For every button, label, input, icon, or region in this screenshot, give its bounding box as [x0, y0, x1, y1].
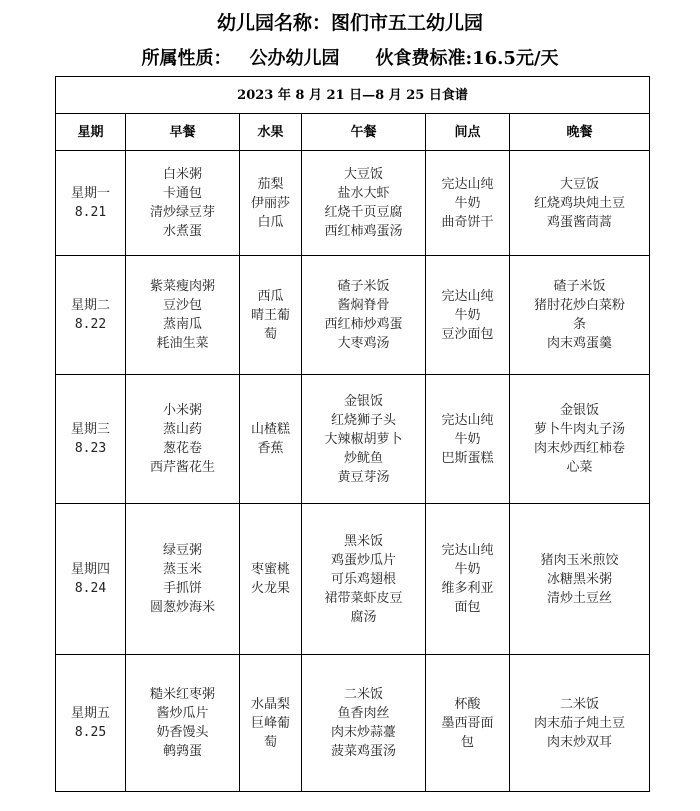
menu-item: 手抓饼 — [162, 581, 202, 596]
menu-item: 鸡蛋酱茼蒿 — [547, 214, 613, 230]
menu-item: 肉末茄子炖土豆 — [534, 715, 626, 731]
breakfast-cell — [126, 504, 240, 655]
dinner-cell — [510, 504, 650, 655]
menu-item: 面包 — [454, 600, 481, 615]
dinner-cell — [510, 655, 650, 792]
lunch-cell — [302, 151, 426, 256]
breakfast-cell — [126, 655, 240, 792]
menu-item: 鸡蛋炒瓜片 — [330, 552, 396, 568]
menu-item: 豆沙包 — [162, 298, 202, 313]
menu-item: 西红柿炒鸡蛋 — [324, 317, 403, 332]
snack-cell — [426, 504, 510, 655]
breakfast-cell — [126, 151, 240, 256]
weekday-cell — [56, 151, 126, 256]
menu-item: 完达山纯 — [441, 412, 494, 428]
menu-item: 牛奶 — [454, 431, 481, 447]
menu-item: 裙带菜虾皮豆 — [324, 590, 403, 606]
menu-item: 伊丽莎 — [250, 195, 290, 211]
menu-item: 菠菜鸡蛋汤 — [330, 744, 396, 759]
menu-item: 条 — [573, 317, 587, 332]
menu-item: 紫菜瘦肉粥 — [149, 279, 215, 294]
dinner-cell — [510, 151, 650, 256]
menu-item: 碴子米饭 — [337, 279, 390, 294]
info-line — [0, 44, 700, 70]
menu-item: 蒸南瓜 — [162, 317, 202, 332]
menu-item: 心菜 — [566, 460, 593, 475]
menu-item: 红烧狮子头 — [330, 412, 396, 428]
menu-item: 萝卜牛肉丸子汤 — [534, 422, 626, 437]
menu-item: 巴斯蛋糕 — [441, 450, 494, 466]
fruit-cell — [240, 151, 302, 256]
menu-item: 西红柿鸡蛋汤 — [324, 224, 403, 239]
menu-item: 二米饭 — [343, 687, 383, 702]
menu-item: 完达山纯 — [441, 176, 494, 192]
menu-item: 晴王葡 — [250, 307, 290, 323]
menu-item: 完达山纯 — [441, 288, 494, 304]
weekday-date: 8.21 — [74, 205, 107, 220]
menu-item: 萄 — [263, 734, 277, 750]
menu-item: 蒸山药 — [162, 422, 202, 437]
menu-item: 牛奶 — [454, 195, 481, 211]
menu-item: 猪肘花炒白菜粉 — [534, 298, 626, 313]
weekday-date: 8.25 — [74, 725, 107, 740]
weekday-name: 星期四 — [70, 562, 110, 577]
menu-item: 肉末炒蒜薹 — [330, 725, 396, 740]
menu-item: 枣蜜桃 — [250, 562, 290, 577]
fee-standard: 伙食费标准:16.5元/天 — [375, 48, 559, 69]
menu-item: 包 — [460, 734, 474, 750]
menu-item: 白米粥 — [162, 167, 202, 182]
lunch-cell — [302, 655, 426, 792]
menu-item: 红烧鸡块炖土豆 — [534, 195, 626, 211]
menu-item: 葱花卷 — [162, 441, 202, 456]
menu-item: 火龙果 — [250, 581, 290, 596]
menu-item: 大豆饭 — [343, 167, 383, 182]
col-header-breakfast: 早餐 — [126, 114, 240, 151]
snack-cell — [426, 151, 510, 256]
menu-item: 山楂糕 — [250, 422, 290, 437]
menu-item: 圆葱炒海米 — [149, 600, 215, 615]
menu-item: 酱焖脊骨 — [337, 298, 390, 313]
menu-item: 维多利亚 — [441, 581, 494, 596]
menu-item: 巨峰葡 — [250, 715, 290, 731]
lunch-cell — [302, 504, 426, 655]
kindergarten-name: 幼儿园名称：图们市五工幼儿园 — [216, 12, 483, 34]
col-header-dinner: 晚餐 — [510, 114, 650, 151]
snack-cell — [426, 256, 510, 375]
menu-item: 西芹酱花生 — [149, 460, 215, 475]
table-row — [56, 504, 650, 655]
menu-item: 曲奇饼干 — [441, 214, 494, 230]
menu-item: 黄豆芽汤 — [337, 469, 390, 485]
snack-cell — [426, 655, 510, 792]
menu-item: 肉末炒双耳 — [547, 734, 613, 750]
fruit-cell — [240, 256, 302, 375]
menu-item: 酱炒瓜片 — [156, 706, 209, 721]
dinner-cell — [510, 256, 650, 375]
menu-item: 清炒绿豆芽 — [149, 205, 215, 220]
fruit-cell — [240, 655, 302, 792]
weekday-date: 8.22 — [74, 317, 107, 332]
dinner-cell — [510, 375, 650, 504]
date-range-row — [56, 77, 650, 114]
col-header-fruit: 水果 — [240, 114, 302, 151]
menu-item: 牛奶 — [454, 562, 481, 577]
menu-item: 碴子米饭 — [553, 279, 606, 294]
menu-item: 奶香馒头 — [156, 725, 209, 740]
menu-item: 香蕉 — [257, 441, 284, 456]
menu-item: 盐水大虾 — [337, 186, 390, 201]
breakfast-cell — [126, 256, 240, 375]
col-header-lunch: 午餐 — [302, 114, 426, 151]
menu-item: 豆沙面包 — [441, 326, 494, 342]
weekday-name: 星期二 — [70, 298, 110, 313]
table-row — [56, 655, 650, 792]
menu-item: 蒸玉米 — [162, 562, 202, 577]
menu-item: 糙米红枣粥 — [149, 687, 215, 702]
fruit-cell — [240, 375, 302, 504]
table-row — [56, 256, 650, 375]
menu-item: 萄 — [263, 326, 277, 342]
weekday-name: 星期五 — [70, 706, 110, 721]
menu-item: 卡通包 — [162, 186, 202, 201]
menu-item: 肉末炒西红柿卷 — [534, 441, 626, 456]
fruit-cell — [240, 504, 302, 655]
header-row — [56, 114, 650, 151]
menu-item: 耗油生菜 — [156, 336, 209, 351]
weekday-cell — [56, 655, 126, 792]
col-header-snack: 间点 — [426, 114, 510, 151]
lunch-cell — [302, 375, 426, 504]
weekday-name: 星期三 — [70, 422, 110, 437]
menu-item: 杯酸 — [454, 696, 481, 712]
table-row — [56, 151, 650, 256]
nature-label: 所属性质： — [141, 48, 232, 69]
weekday-date: 8.23 — [74, 441, 107, 456]
menu-item: 西瓜 — [257, 288, 284, 304]
menu-item: 冰糖黑米粥 — [547, 571, 613, 587]
col-header-weekday: 星期 — [56, 114, 126, 151]
weekly-menu-table — [55, 76, 650, 792]
menu-item: 完达山纯 — [441, 543, 494, 558]
menu-item: 大枣鸡汤 — [337, 336, 390, 351]
menu-item: 大辣椒胡萝卜 — [324, 431, 403, 447]
menu-item: 水煮蛋 — [162, 224, 202, 239]
menu-item: 牛奶 — [454, 307, 481, 323]
menu-item: 清炒土豆丝 — [547, 590, 613, 606]
table-row — [56, 375, 650, 504]
menu-item: 水晶梨 — [250, 696, 290, 712]
weekday-cell — [56, 256, 126, 375]
menu-item: 金银饭 — [560, 403, 600, 418]
menu-item: 鹌鹑蛋 — [162, 744, 202, 759]
menu-item: 墨西哥面 — [441, 715, 494, 731]
weekday-cell — [56, 504, 126, 655]
weekday-date: 8.24 — [74, 581, 107, 596]
menu-item: 腐汤 — [350, 609, 377, 625]
menu-item: 大豆饭 — [560, 176, 600, 192]
menu-item: 金银饭 — [343, 393, 383, 409]
nature-value: 公办幼儿园 — [249, 48, 340, 69]
menu-item: 茄梨 — [257, 176, 284, 192]
menu-item: 小米粥 — [162, 403, 202, 418]
menu-item: 二米饭 — [560, 696, 600, 712]
menu-item: 猪肉玉米煎饺 — [540, 552, 619, 568]
menu-item: 鱼香肉丝 — [337, 706, 390, 721]
menu-item: 炒鱿鱼 — [343, 450, 383, 466]
lunch-cell — [302, 256, 426, 375]
weekday-cell — [56, 375, 126, 504]
date-range: 2023 年 8 月 21 日—8 月 25 日食谱 — [56, 77, 650, 114]
menu-item: 红烧千页豆腐 — [324, 205, 403, 220]
menu-item: 白瓜 — [257, 214, 284, 230]
weekday-name: 星期一 — [70, 186, 110, 201]
snack-cell — [426, 375, 510, 504]
menu-item: 可乐鸡翅根 — [330, 571, 396, 587]
menu-item: 肉末鸡蛋羹 — [547, 336, 613, 351]
menu-item: 绿豆粥 — [162, 543, 202, 558]
breakfast-cell — [126, 375, 240, 504]
menu-item: 黑米饭 — [343, 533, 383, 549]
